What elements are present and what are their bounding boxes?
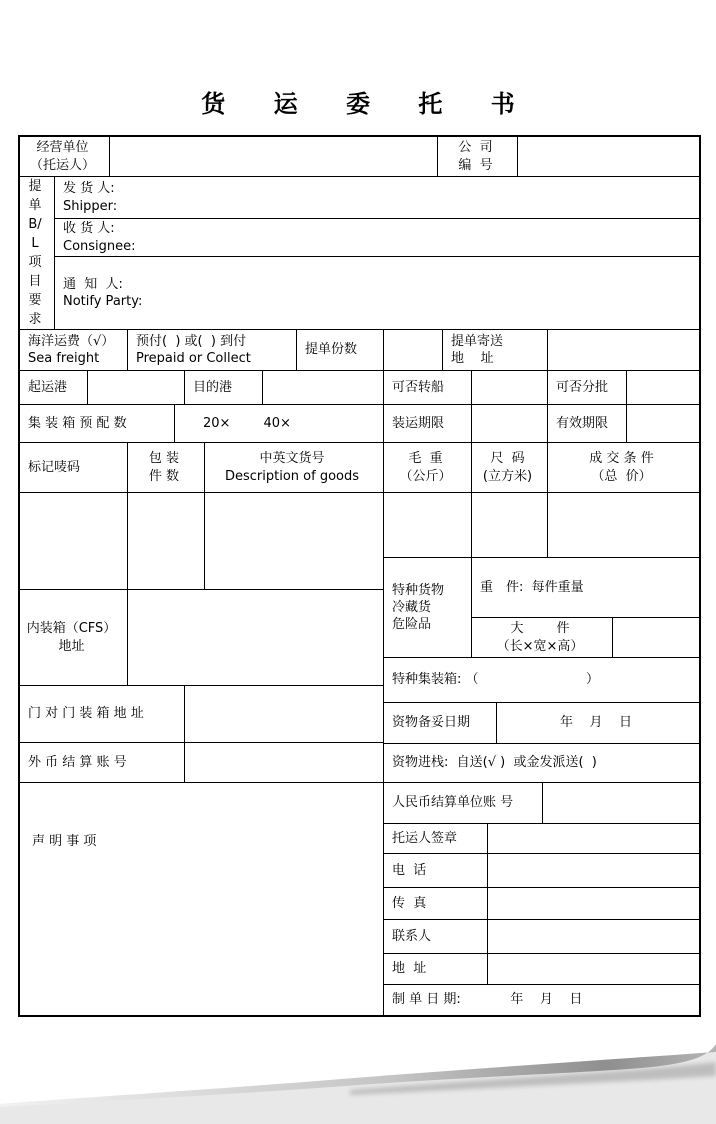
terms-input[interactable] (548, 493, 699, 558)
declaration-field[interactable]: 声 明 事 项 (20, 783, 384, 1015)
address-label: 地 址 (384, 954, 488, 985)
heavy-piece-field[interactable]: 重 件: 每件重量 (472, 558, 699, 618)
terms-header: 成 交 条 件 （总 价） (548, 443, 699, 493)
form-table (18, 135, 701, 1017)
bl-copies-input[interactable] (384, 330, 443, 371)
port-of-destination-label: 目的港 (185, 371, 263, 405)
cfs-address-input[interactable] (128, 590, 384, 686)
port-of-loading-label: 起运港 (20, 371, 88, 405)
rmb-account-label: 人民币结算单位账 号 (384, 783, 543, 824)
bl-side-label: 提 单 B/ L 项 目 要 求 (20, 177, 55, 330)
marks-header: 标记唛码 (20, 443, 128, 493)
shipping-deadline-input[interactable] (472, 405, 548, 443)
company-no-label: 公 司 编 号 (438, 137, 518, 177)
notify-party-field[interactable]: 通 知 人: Notify Party: (55, 257, 699, 330)
oversize-label: 大 件 （长×宽×高） (472, 618, 613, 658)
fax-label: 传 真 (384, 888, 488, 920)
bl-mailing-label: 提单寄送 地 址 (443, 330, 548, 371)
shipper-seal-input[interactable] (488, 824, 699, 854)
special-cargo-label: 特种货物 冷藏货 危险品 (384, 558, 472, 658)
container-sizes-input[interactable]: 20× 40× (175, 405, 384, 443)
oversize-input[interactable] (613, 618, 699, 658)
company-no-input[interactable] (518, 137, 699, 177)
port-of-destination-input[interactable] (263, 371, 384, 405)
shipping-deadline-label: 装运期限 (384, 405, 472, 443)
contact-label: 联系人 (384, 920, 488, 954)
phone-input[interactable] (488, 854, 699, 888)
partial-shipment-input[interactable] (627, 371, 699, 405)
door-to-door-label: 门 对 门 装 箱 地 址 (20, 686, 185, 743)
transshipment-input[interactable] (472, 371, 548, 405)
transshipment-label: 可否转船 (384, 371, 472, 405)
operator-label: 经营单位 （托运人） (20, 137, 110, 177)
cfs-address-label: 内装箱（CFS） 地址 (20, 590, 128, 686)
fx-account-input[interactable] (185, 743, 384, 783)
packages-input[interactable] (128, 493, 205, 590)
contact-input[interactable] (488, 920, 699, 954)
prepaid-collect-option[interactable]: 预付( ) 或( ) 到付 Prepaid or Collect (128, 330, 297, 371)
door-to-door-input[interactable] (185, 686, 384, 743)
description-input[interactable] (205, 493, 384, 590)
container-prealloc-label: 集 装 箱 预 配 数 (20, 405, 175, 443)
goods-ready-date-label: 资物备妥日期 (384, 703, 497, 744)
fax-input[interactable] (488, 888, 699, 920)
address-input[interactable] (488, 954, 699, 985)
packages-header: 包 装 件 数 (128, 443, 205, 493)
rmb-account-input[interactable] (543, 783, 699, 824)
validity-input[interactable] (627, 405, 699, 443)
bl-copies-label: 提单份数 (297, 330, 384, 371)
doc-date-field[interactable]: 制 单 日 期: 年 月 日 (392, 992, 583, 1008)
phone-label: 电 话 (384, 854, 488, 888)
goods-ready-date-input[interactable]: 年 月 日 (497, 703, 699, 744)
description-header: 中英文货号 Description of goods (205, 443, 384, 493)
gross-weight-input[interactable] (384, 493, 472, 558)
form-title: 货 运 委 托 书 (201, 90, 535, 118)
shipper-field[interactable]: 发 货 人: Shipper: (55, 177, 699, 219)
operator-input[interactable] (110, 137, 438, 177)
partial-shipment-label: 可否分批 (548, 371, 627, 405)
page-curl-decoration (0, 1040, 716, 1124)
port-of-loading-input[interactable] (88, 371, 185, 405)
gross-weight-header: 毛 重 （公斤） (384, 443, 472, 493)
special-container-field[interactable]: 特种集装箱: （ ） (384, 658, 699, 703)
delivery-method-option[interactable]: 资物进栈: 自送(√ ) 或金发派送( ) (384, 744, 699, 783)
validity-label: 有效期限 (548, 405, 627, 443)
marks-input[interactable] (20, 493, 128, 590)
shipper-seal-label: 托运人签章 (384, 824, 488, 854)
measurement-header: 尺 码 (立方米) (472, 443, 548, 493)
sea-freight-label: 海洋运费（√） Sea freight (20, 330, 128, 371)
bl-mailing-input[interactable] (548, 330, 699, 371)
measurement-input[interactable] (472, 493, 548, 558)
fx-account-label: 外 币 结 算 账 号 (20, 743, 185, 783)
consignee-field[interactable]: 收 货 人: Consignee: (55, 219, 699, 257)
